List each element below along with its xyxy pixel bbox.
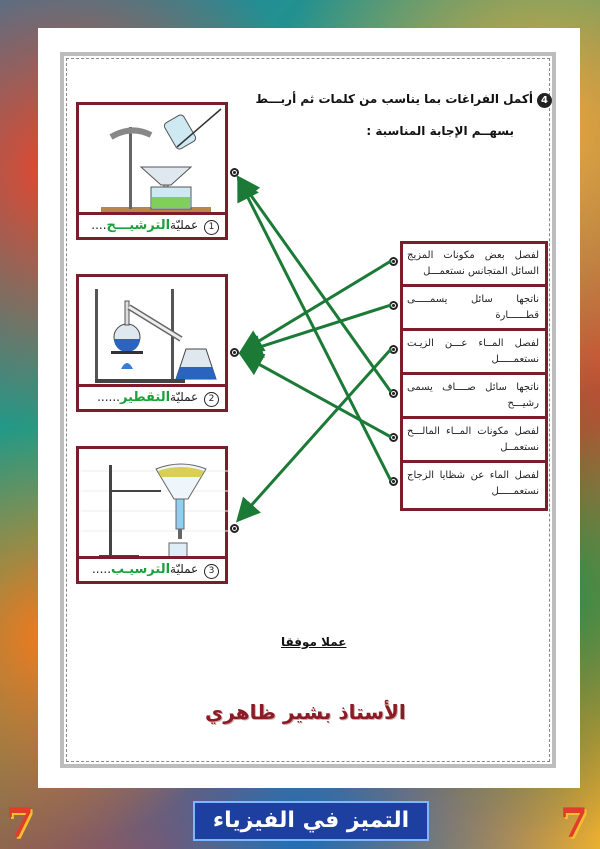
arrow-statement6-to-filtration [240,182,391,481]
question-line-1: أكمل الفراغات بما يناسب من كلمات ثم أربـــط [255,92,533,106]
process-number-2: 2 [204,392,219,407]
process-number-1: 1 [204,220,219,235]
statement-2: ناتجها سائل يسمـــــى قطــــــارة [403,288,545,331]
statement-5: لفصل مكونات المــاء المالـــح نستعمــل [403,420,545,463]
statement-6: لفصل الماء عن شظايا الزجاج نستعمـــــل [407,470,539,497]
statement-1: لفصل بعض مكونات المزيج السائل المتجانس نستعمـــل [403,244,545,287]
question-number: 4 [537,93,552,108]
arrow-statement2-to-distillation [244,305,391,352]
process-number-3: 3 [204,564,219,579]
arrow-statement5-to-distillation [244,356,391,437]
process-answer-2: التقطير [119,390,171,405]
arrow-statement4-to-filtration [240,180,391,392]
seven-logo-left: 7 [6,800,34,847]
question-line-2: بسهــم الإجابة المناسبة : [366,124,514,138]
process-prefix-1: عمليّة [170,218,199,232]
statement-3: لفصل المــاء عـــن الزيـت نستعمـــــل [403,332,545,375]
footer-banner: التميز في الفيزياء [193,801,429,841]
seven-logo-right: 7 [560,800,588,847]
process-answer-1: الترشيـــح [106,218,171,233]
process-prefix-2: عمليّة [170,390,199,404]
teacher-name: الأستاذ بشير ظاهري [205,700,406,724]
statement-4: ناتجها سائل صــــاف يسمى رشيـــح [403,376,545,419]
process-prefix-3: عمليّة [170,562,199,576]
process-answer-3: الترسيـب [111,562,171,577]
closing-wish: عملا موفقا [281,635,347,649]
process-dots-2: ...... [97,390,120,404]
process-dots-3: ..... [91,562,112,576]
process-dots-1: .... [91,218,107,232]
